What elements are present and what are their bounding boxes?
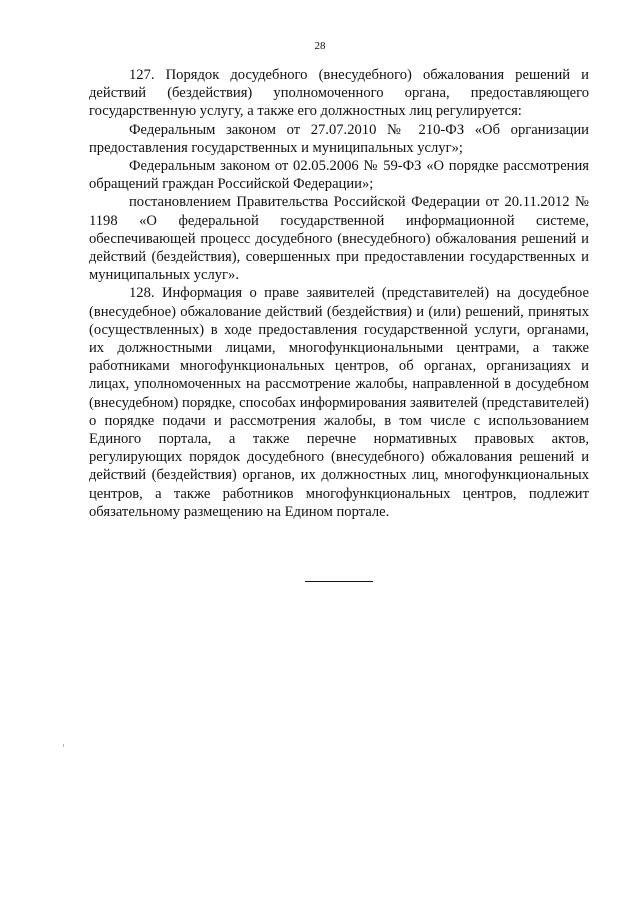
end-separator-line: [305, 581, 373, 582]
page-number: 28: [314, 40, 326, 52]
margin-speck: [63, 744, 64, 747]
paragraph-128: 128. Информация о праве заявителей (представителей) на досудебное (внесудебное) обжалование действий (бездействия) и (или) решений, принятых (осуществленных) в ходе предоставления государственной услуги, органами, их должностными лицами, многофункциональными центрами, а также работниками многофункциональных центров, об органах, организациях и лицах, уполномоченных на рассмотрение жалобы, направленной в досудебном (внесудебном) порядке, способах информирования заявителей (представителей) о порядке подачи и рассмотрения жалобы, в том числе с использованием Единого портала, а также перечне нормативных правовых актов, регулирующих порядок досудебного (внесудебного) обжалования решений и действий (бездействия) органов, их должностных лиц, многофункциональных центров, а также работников многофункциональных центров, подлежит обязательному размещению на Едином портале.: [89, 285, 589, 520]
paragraph-decree-1198: постановлением Правительства Российской Федерации от 20.11.2012 № 1198 «О федеральной государственной информационной системе, обеспечивающей процесс досудебного (внесудебного) обжалования решений и действий (бездействия), совершенных при предоставлении государственных и муниципальных услуг».: [89, 194, 589, 284]
document-body: [89, 66, 589, 521]
paragraph-law-210-fz: Федеральным законом от 27.07.2010 № 210-ФЗ «Об организации предоставления государственных и муниципальных услуг»;: [89, 121, 589, 156]
paragraph-127-intro: 127. Порядок досудебного (внесудебного) обжалования решений и действий (бездействия) уполномоченного органа, предоставляющего государственную услугу, а также его должностных лиц регулируется:: [89, 67, 589, 120]
paragraph-law-59-fz: Федеральным законом от 02.05.2006 № 59-ФЗ «О порядке рассмотрения обращений граждан Российской Федерации»;: [89, 158, 589, 193]
